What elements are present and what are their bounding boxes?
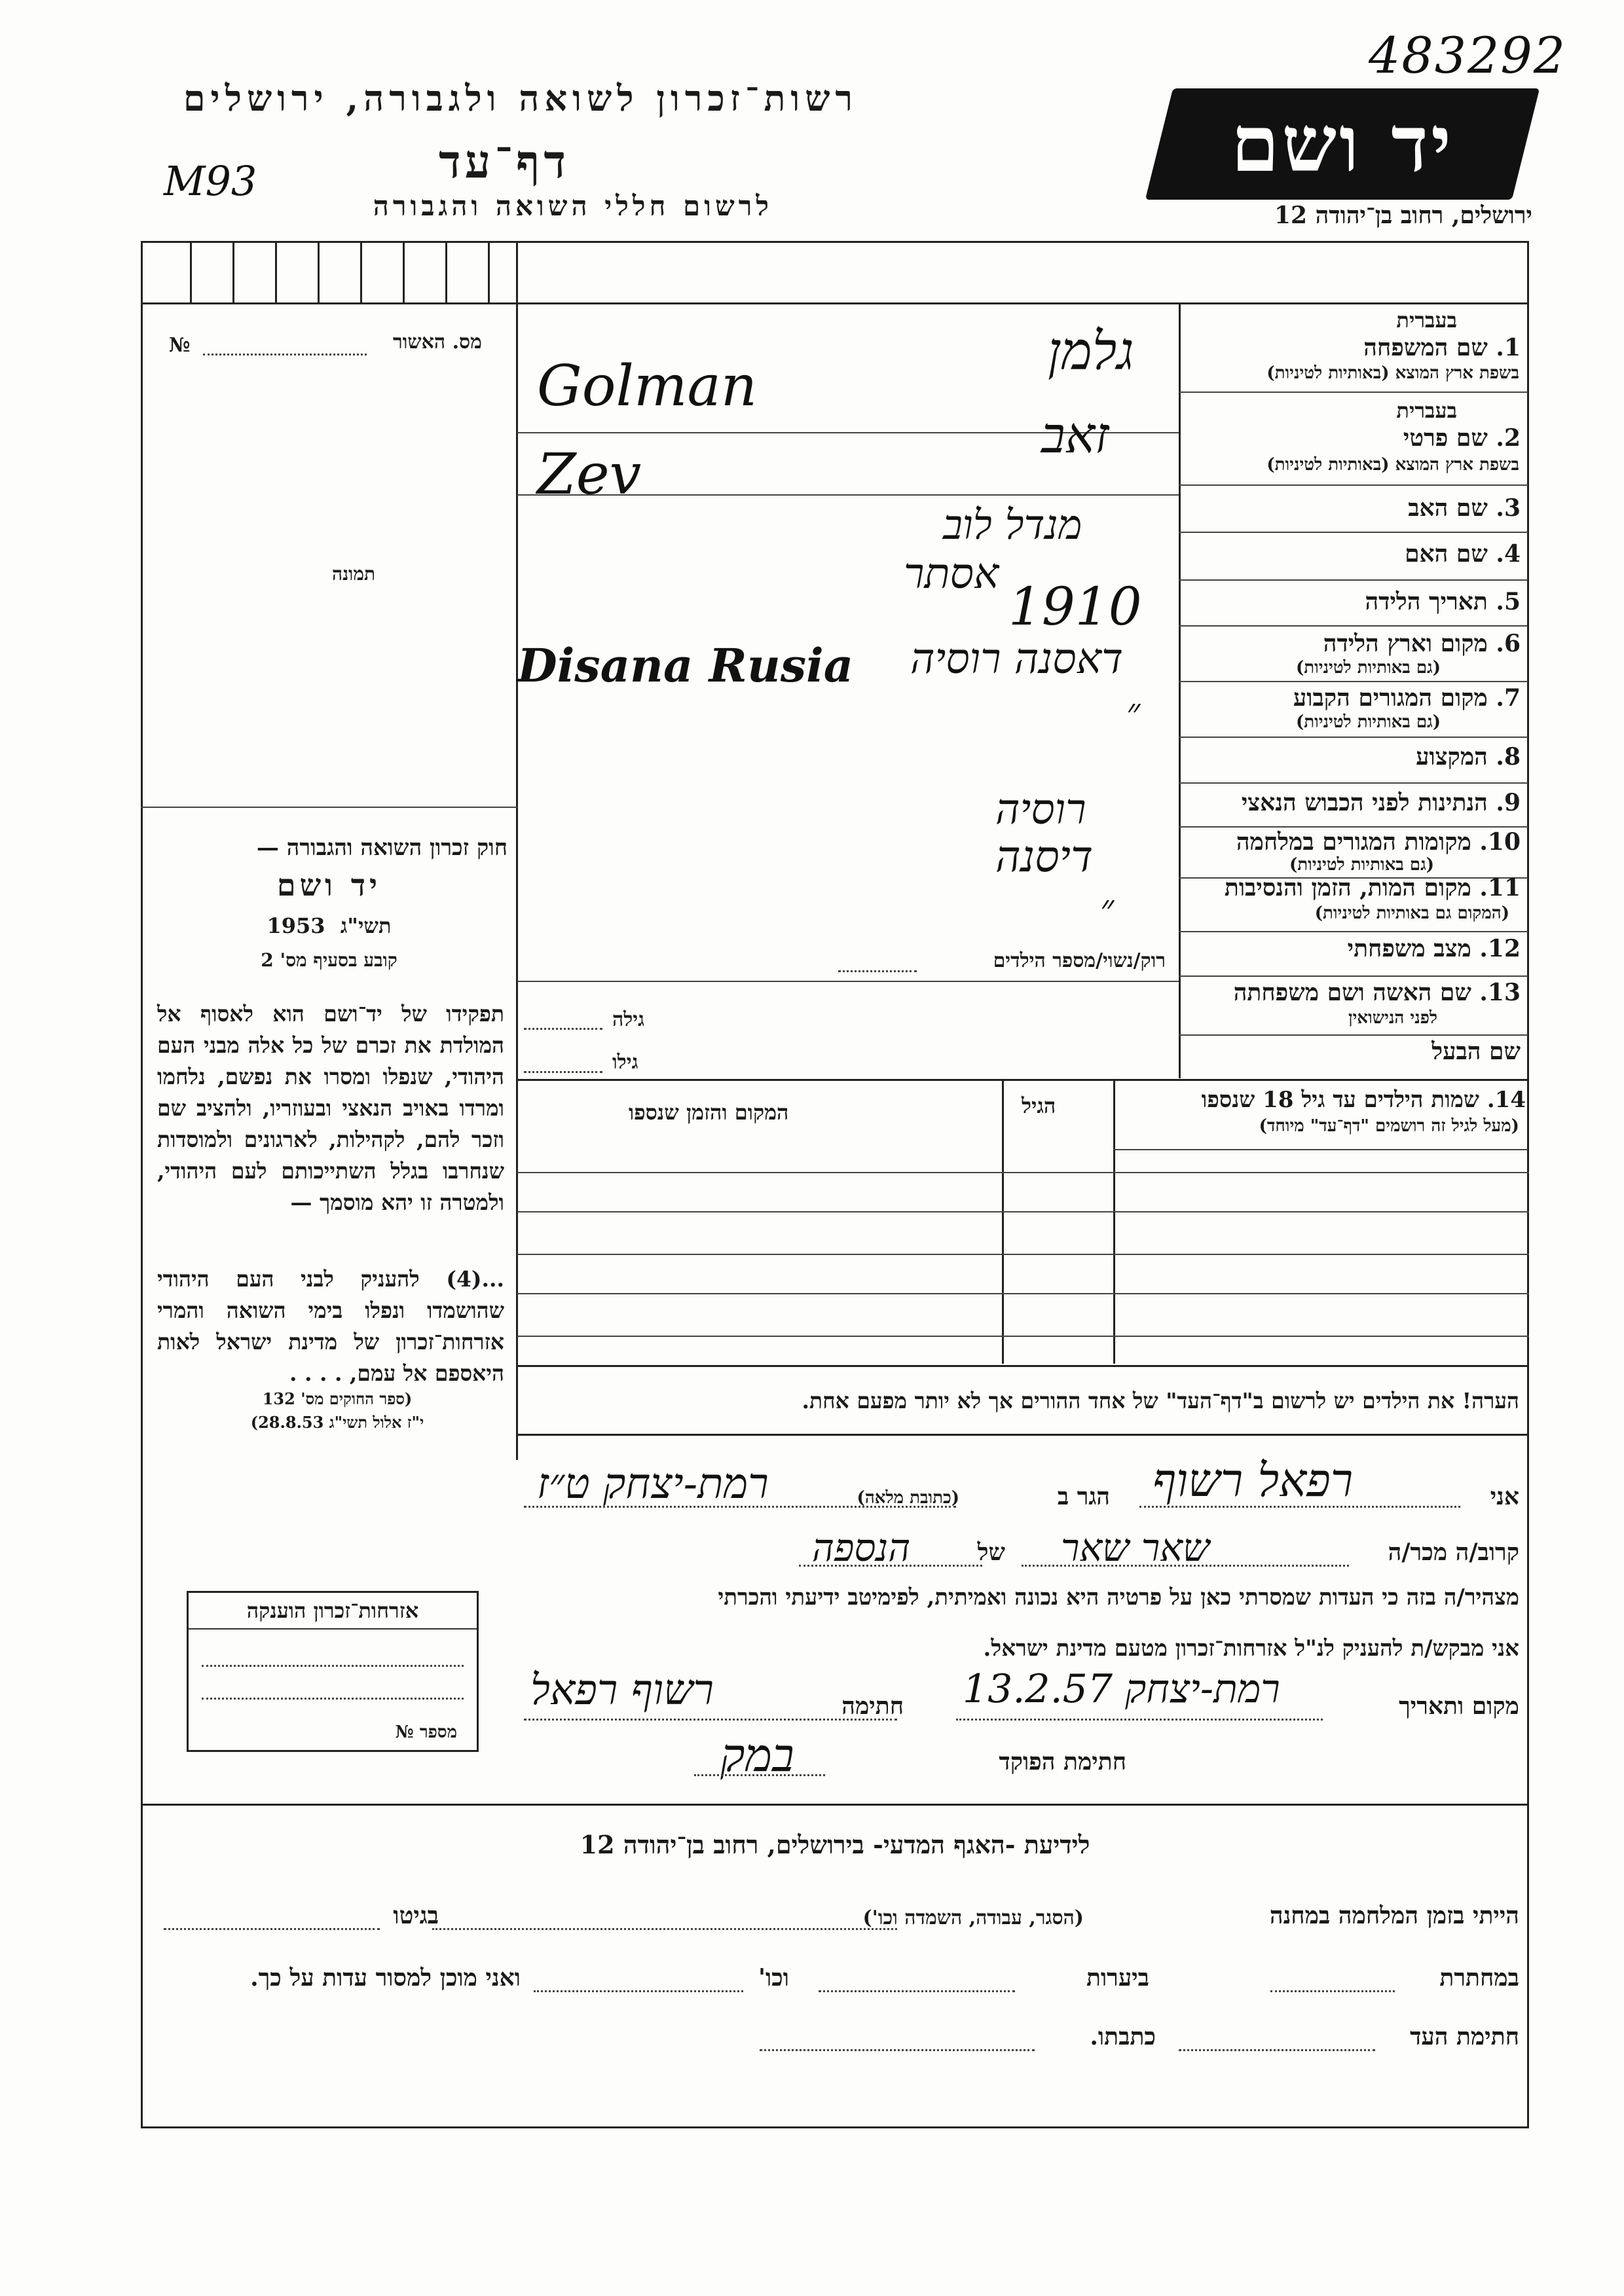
footer-line2-a: במחתרת: [1439, 1964, 1519, 1992]
citizenship-box: [187, 1591, 479, 1752]
hw-relation-of: הנספה: [812, 1525, 911, 1570]
children-row-4: [517, 1293, 1529, 1294]
hw-firstname-latin: Zev: [537, 442, 642, 507]
field-2-sub: בשפת ארץ המוצא (באותיות לטיניות): [1266, 455, 1519, 475]
hw-birthplace-latin: Disana Rusia: [517, 638, 854, 693]
hw-father: מנדל לוב: [943, 501, 1082, 549]
address: ירושלים, רחוב בן־יהודה 12: [1274, 202, 1532, 229]
field-11-death: 11. מקום המות, הזמן והנסיבות: [1224, 874, 1521, 902]
law-section: קובע בסעיף מס' 2: [261, 949, 397, 971]
field-13-wife: 13. שם האשה ושם משפחתה: [1233, 979, 1521, 1006]
footer-forest-line[interactable]: [819, 1990, 1015, 1992]
field-14-children: 14. שמות הילדים עד גיל 18 שנספו: [1201, 1087, 1526, 1113]
frame-right: [1527, 241, 1529, 2128]
f4-sep: [1179, 579, 1528, 581]
decl-signature-label: חתימה: [841, 1692, 904, 1720]
field-1-sub: בשפת ארץ המוצא (באותיות לטיניות): [1266, 363, 1519, 383]
field-13-husband: שם הבעל: [1431, 1038, 1521, 1065]
law-year-row: [151, 913, 507, 938]
age-husband-label: גילו: [612, 1051, 638, 1074]
decl-full-address: (כתובת מלאה): [857, 1488, 959, 1508]
law-text-2: ...(4) להעניק לבני העם היהודי שהושמדו ונפלו בימי השואה והמרי אזרחות־זכרון של מדינת ישראל לאות היאספם אל עמם, . . . .: [157, 1266, 504, 1386]
law-year: 1953: [267, 913, 325, 938]
col-age: הגיל: [1022, 1093, 1056, 1118]
field-1-surname: 1. שם המשפחה: [1363, 334, 1521, 361]
hw-birthplace-he: דאסנה רוסיה: [910, 635, 1123, 683]
decl-i: אני: [1490, 1483, 1519, 1510]
label-column-divider: [1179, 302, 1181, 1078]
authority-name: רשות־זכרון לשואה ולגבורה, ירושלים: [183, 77, 858, 119]
hw-declarant-address: רמת-יצחק ט״ז: [537, 1460, 769, 1508]
children-table-bottom: [517, 1365, 1529, 1367]
footer-witness-sign-line[interactable]: [1179, 2049, 1375, 2051]
field-7-residence: 7. מקום המגורים הקבוע: [1293, 684, 1521, 712]
field-8-profession: 8. המקצוע: [1416, 743, 1521, 771]
relation-of-line[interactable]: [799, 1565, 982, 1567]
footer-line1-b: (הסגר, עבודה, השמדה וכו'): [862, 1906, 1084, 1929]
f3-sep: [1179, 532, 1528, 533]
f8-sep: [1179, 782, 1528, 784]
form-subtitle: לרשום חללי השואה והגבורה: [373, 190, 773, 222]
hw-signature: רשוף רפאל: [530, 1666, 714, 1715]
form-title: דף־עד: [438, 134, 570, 189]
footer-title: לידיעת -האגף המדעי- בירושלים, רחוב בן־יהודה 12: [580, 1830, 1090, 1859]
field-11-sub: (המקום גם באותיות לטיניות): [1314, 903, 1509, 923]
f2-sep: [1179, 484, 1528, 486]
hw-death-place: ״: [1100, 887, 1115, 930]
archive-number: 483292: [1369, 26, 1567, 84]
decl-declare: מצהיר/ה בזה כי העדות שמסרתי כאן על פרטיה היא נכונה ואמיתית, לפימיטב ידיעתי והכרתי: [718, 1584, 1519, 1611]
number-sign: №: [169, 334, 191, 357]
hw-place-date: רמת-יצחק 13.2.57: [963, 1666, 1280, 1712]
children-col-1: [1002, 1079, 1004, 1364]
footer-line1-c: בגיטו: [393, 1902, 439, 1929]
f9-sep: [1179, 826, 1528, 828]
f1-sep: [1179, 392, 1528, 393]
frame-bottom: [141, 2126, 1529, 2128]
place-date-line[interactable]: [956, 1719, 1323, 1721]
footer-line3-b: כתבתו.: [1090, 2023, 1156, 2050]
hw-surname-latin: Golman: [537, 354, 758, 419]
f13-sep: [1179, 1034, 1528, 1036]
field-14-sub: (מעל לגיל זה רושמים "דף־עד" מיוחד): [1259, 1116, 1519, 1136]
age-wife-line[interactable]: [524, 1028, 602, 1030]
hw-officer-signature: במק: [720, 1728, 794, 1782]
hw-mother: אסתר: [904, 550, 999, 598]
field-4-mother: 4. שם האם: [1405, 540, 1521, 568]
law-title: חוק זכרון השואה והגבורה —: [256, 835, 507, 861]
field-13-sub: לפני הנישואין: [1348, 1008, 1437, 1028]
field-6-birthplace: 6. מקום וארץ הלידה: [1323, 630, 1521, 657]
age-husband-line[interactable]: [524, 1071, 602, 1073]
decl-request: אני מבקש/ת להעניק לנ"ל אזרחות־זכרון מטעם מדינת ישראל.: [983, 1635, 1519, 1662]
relation-line[interactable]: [1022, 1565, 1349, 1567]
col-place-time: המקום והזמן שנספו: [629, 1100, 789, 1125]
field-10-wartime: 10. מקומות המגורים במלחמה: [1236, 828, 1521, 856]
citizenship-box-number: מספר №: [395, 1722, 457, 1742]
field-9-citizenship: 9. הנתינות לפני הכבוש הנאצי: [1241, 789, 1521, 816]
law-year-he: תשי"ג: [340, 913, 392, 938]
f5-sep: [1179, 625, 1528, 627]
field-12-marital: 12. מצב משפחתי: [1347, 935, 1521, 962]
f12-sep: [1179, 975, 1528, 977]
law-name: יד ושם: [276, 867, 382, 903]
hw-birthdate: 1910: [1008, 576, 1142, 637]
field-5-birthdate: 5. תאריך הלידה: [1365, 588, 1521, 615]
marital-status-options: רוק/נשוי/מספר הילדים: [993, 949, 1166, 972]
children-row-1: [517, 1172, 1529, 1173]
hw-firstname-he: זאב: [1041, 406, 1109, 464]
field-6-sub: (גם באותיות לטיניות): [1295, 658, 1441, 678]
approval-number-label: מס. האשור: [393, 331, 482, 354]
decl-relative: קרוב/ה מכר/ה: [1388, 1539, 1519, 1566]
footer-ghetto-line[interactable]: [164, 1928, 380, 1930]
declarant-name-line[interactable]: [1139, 1506, 1460, 1508]
field-7-sub: (גם באותיות לטיניות): [1295, 712, 1441, 732]
approval-number-line[interactable]: [203, 354, 367, 355]
photo-area-bottom: [141, 807, 517, 808]
f6-sep: [1179, 681, 1528, 682]
officer-line[interactable]: [694, 1774, 825, 1776]
hw-declarant-name: רפאל רשוף: [1153, 1453, 1354, 1507]
children-header-sep: [1113, 1149, 1528, 1150]
footer-line3-a: חתימת העד: [1410, 2023, 1519, 2050]
footer-camp-line[interactable]: [432, 1928, 897, 1930]
field-3-father: 3. שם האב: [1408, 494, 1521, 522]
lang-hebrew-1: בעברית: [1396, 308, 1457, 333]
footer-underground-line[interactable]: [1270, 1990, 1395, 1992]
frame-left: [141, 241, 143, 2128]
logo-text: יד ושם: [1230, 98, 1454, 189]
margin-note: M93: [164, 157, 257, 205]
law-ref-2: י"ז אלול תשי"ג 28.8.53): [250, 1413, 424, 1432]
footer-etc-line[interactable]: [534, 1990, 743, 1992]
hw-residence: ״: [1126, 691, 1141, 733]
hw-relation: שאר ‫שאר: [1061, 1525, 1210, 1570]
field-2-firstname: 2. שם פרטי: [1403, 424, 1521, 452]
f12-value-bottom: [517, 981, 1179, 982]
children-count-line[interactable]: [838, 970, 917, 972]
signature-line[interactable]: [524, 1719, 897, 1721]
decl-place-date-label: מקום ותאריך: [1399, 1692, 1519, 1720]
yad-vashem-logo: [1145, 88, 1540, 200]
hw-surname-he: גלמן: [1048, 321, 1134, 382]
decl-officer-label: חתימת הפוקד: [999, 1748, 1126, 1776]
children-table-top: [517, 1079, 1529, 1081]
lang-hebrew-2: בעברית: [1396, 398, 1457, 423]
children-row-3: [517, 1254, 1529, 1255]
footer-line2-c: וכו': [758, 1964, 789, 1992]
top-grid-boxes: [170, 242, 516, 302]
under-top-strip: [141, 302, 1529, 304]
age-wife-label: גילה: [612, 1008, 645, 1031]
law-text-1: תפקידו של יד־ושם הוא לאסוף אל המולדת את זכרם של כל אלה מבני העם היהודי, שנפלו ומסרו את נפשם, נלחמו ומרדו באויב הנאצי ובעוזריו, ולהציב שם וזכר להם, לקהילות, לארגונים ולמוסדות שנחרבו בגלל השתייכותם לעם היהודי, ולמטרה זו יהא מוסמך —: [157, 1001, 504, 1215]
decl-resides-at: הגר ב: [1057, 1483, 1110, 1510]
field-10-sub: (גם באותיות לטיניות): [1289, 855, 1434, 875]
citizenship-box-title: אזרחות־זכרון הוענקה: [189, 1593, 477, 1630]
footer-line1-a: הייתי בזמן המלחמה במחנה: [1269, 1902, 1519, 1929]
footer-line2-d: ואני מוכן למסור עדות על כך.: [250, 1964, 521, 1992]
decl-of: של: [977, 1539, 1005, 1566]
footer-line2-b: ביערות: [1086, 1964, 1149, 1992]
left-panel-divider: [516, 241, 518, 1460]
note-bottom: [517, 1434, 1529, 1436]
hw-citizenship: רוסיה: [995, 786, 1086, 834]
photo-label: תמונה: [331, 563, 376, 585]
law-ref-1: (ספר החוקים מס' 132: [262, 1389, 413, 1408]
f7-sep: [1179, 737, 1528, 738]
footer-address-line[interactable]: [760, 2049, 1035, 2051]
f11-sep: [1179, 931, 1528, 932]
children-row-5: [517, 1336, 1529, 1337]
footer-top: [141, 1804, 1529, 1806]
note: הערה! את הילדים יש לרשום ב"דף־העד" של אחד ההורים אך לא יותר מפעם אחת.: [802, 1388, 1519, 1413]
declarant-address-line[interactable]: [524, 1506, 956, 1508]
children-row-2: [517, 1211, 1529, 1212]
children-col-2: [1113, 1079, 1115, 1364]
hw-wartime-residence: דיסנה: [995, 831, 1094, 882]
